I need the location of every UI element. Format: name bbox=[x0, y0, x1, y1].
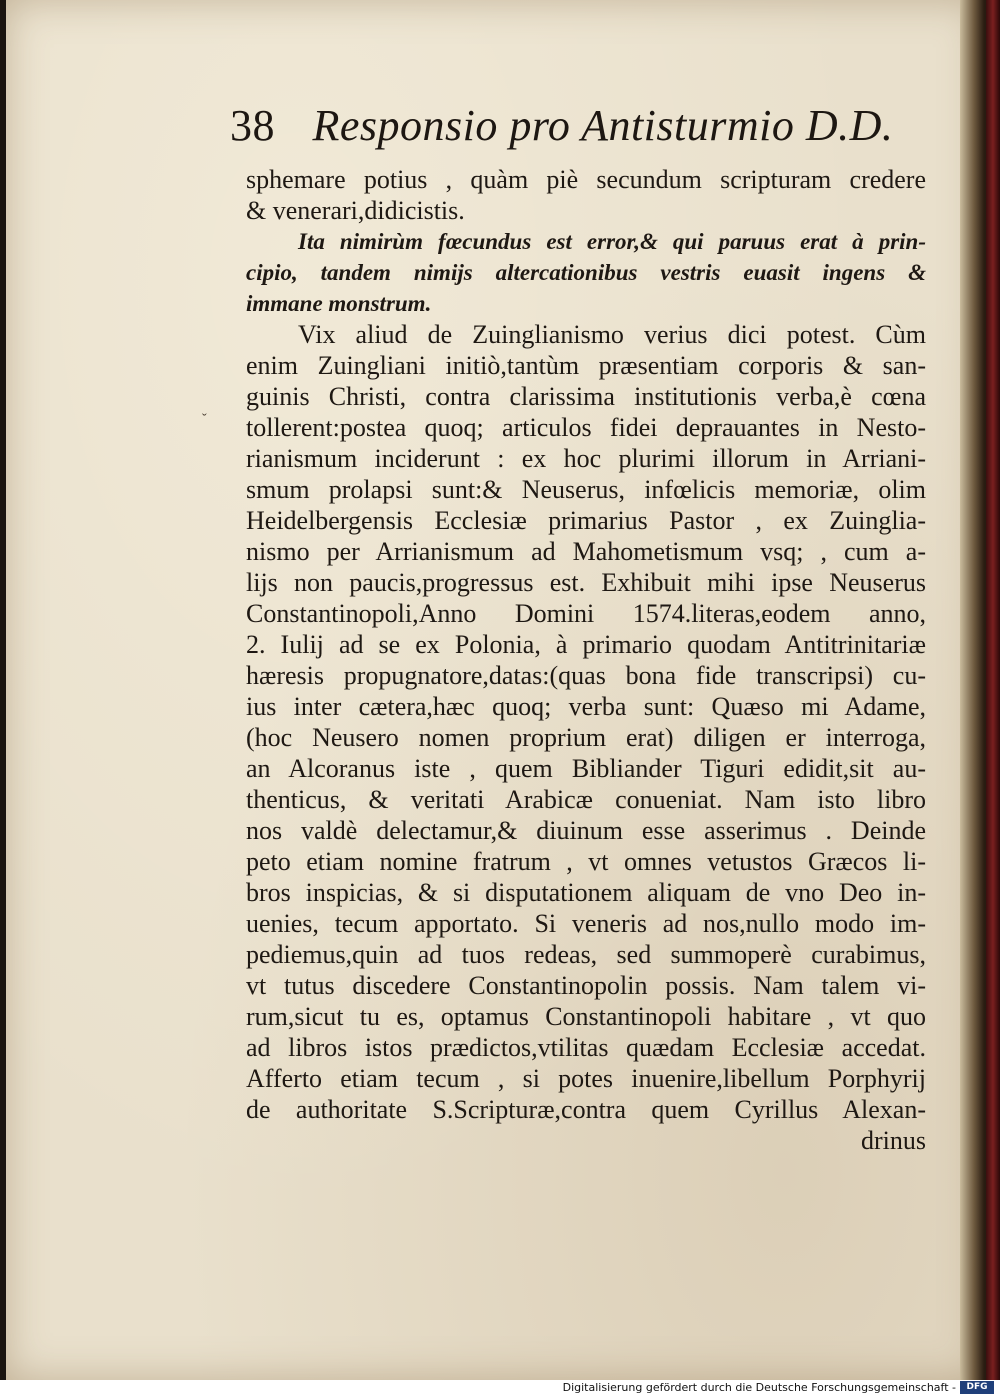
text-line: Afferto etiam tecum , si potes inuenire,libellum Porphyrij bbox=[246, 1064, 926, 1093]
text-line: bros inspicias, & si disputationem aliquam de vno Deo in- bbox=[246, 878, 926, 907]
text-line: Heidelbergensis Ecclesiæ primarius Pastor , ex Zuinglia- bbox=[246, 506, 926, 535]
text-line: smum prolapsi sunt:& Neuserus, infœlicis memoriæ, olim bbox=[246, 475, 926, 504]
margin-mark: ˇ bbox=[202, 412, 207, 427]
text-line: Ita nimirùm fœcundus est error,& qui paruus erat à prin- bbox=[298, 229, 926, 254]
body-text bbox=[246, 164, 926, 1156]
text-line: drinus bbox=[861, 1126, 926, 1155]
text-line: sphemare potius , quàm piè secundum scripturam credere bbox=[246, 165, 926, 194]
digitization-credit: Digitalisierung gefördert durch die Deutsche Forschungsgemeinschaft - bbox=[562, 1381, 956, 1394]
text-line: vt tutus discedere Constantinopolin possis. Nam talem vi- bbox=[246, 971, 926, 1000]
text-line: ad libros istos prædictos,vtilitas quædam Ecclesiæ accedat. bbox=[246, 1033, 926, 1062]
text-line: guinis Christi, contra clarissima institutionis verba,è cœna bbox=[246, 382, 926, 411]
text-line: enim Zuingliani initiò,tantùm præsentiam corporis & san- bbox=[246, 351, 926, 380]
dfg-logo: DFG bbox=[960, 1381, 994, 1394]
page-number: 38 bbox=[230, 101, 275, 150]
text-line: rum,sicut tu es, optamus Constantinopoli habitare , vt quo bbox=[246, 1002, 926, 1031]
text-line: & venerari,didicistis. bbox=[246, 196, 465, 225]
text-line: uenies, tecum apportato. Si veneris ad nos,nullo modo im- bbox=[246, 909, 926, 938]
text-line: rianismum inciderunt : ex hoc plurimi illorum in Arriani- bbox=[246, 444, 926, 473]
text-line: tollerent:postea quoq; articulos fidei deprauantes in Nesto- bbox=[246, 413, 926, 442]
text-line: 2. Iulij ad se ex Polonia, à primario quodam Antitrinitariæ bbox=[246, 630, 926, 659]
text-line: de authoritate S.Scripturæ,contra quem Cyrillus Alexan- bbox=[246, 1095, 926, 1124]
text-line: hæresis propugnatore,datas:(quas bona fide transcripsi) cu- bbox=[246, 661, 926, 690]
text-line: peto etiam nomine fratrum , vt omnes vetustos Græcos li- bbox=[246, 847, 926, 876]
text-line: ius inter cætera,hæc quoq; verba sunt: Quæso mi Adame, bbox=[246, 692, 926, 721]
binding-edge bbox=[986, 0, 1000, 1380]
text-line: thenticus, & veritati Arabicæ conueniat. Nam isto libro bbox=[246, 785, 926, 814]
text-line: Vix aliud de Zuinglianismo verius dici potest. Cùm bbox=[298, 320, 926, 349]
text-line: nos valdè delectamur,& diuinum esse asserimus . Deinde bbox=[246, 816, 926, 845]
text-line: immane monstrum. bbox=[246, 291, 432, 316]
text-line: Constantinopoli,Anno Domini 1574.literas,eodem anno, bbox=[246, 599, 926, 628]
running-header bbox=[230, 100, 930, 160]
text-line: cipio, tandem nimijs altercationibus vestris euasit ingens & bbox=[246, 260, 926, 285]
text-line: an Alcoranus iste , quem Bibliander Tiguri edidit,sit au- bbox=[246, 754, 926, 783]
text-line: lijs non paucis,progressus est. Exhibuit mihi ipse Neuserus bbox=[246, 568, 926, 597]
text-line: nismo per Arrianismum ad Mahometismum vsq; , cum a- bbox=[246, 537, 926, 566]
text-line: pediemus,quin ad tuos redeas, sed summoperè curabimus, bbox=[246, 940, 926, 969]
running-title: Responsio pro Antisturmio D.D. bbox=[312, 101, 894, 150]
text-line: (hoc Neusero nomen proprium erat) diligen er interroga, bbox=[246, 723, 926, 752]
